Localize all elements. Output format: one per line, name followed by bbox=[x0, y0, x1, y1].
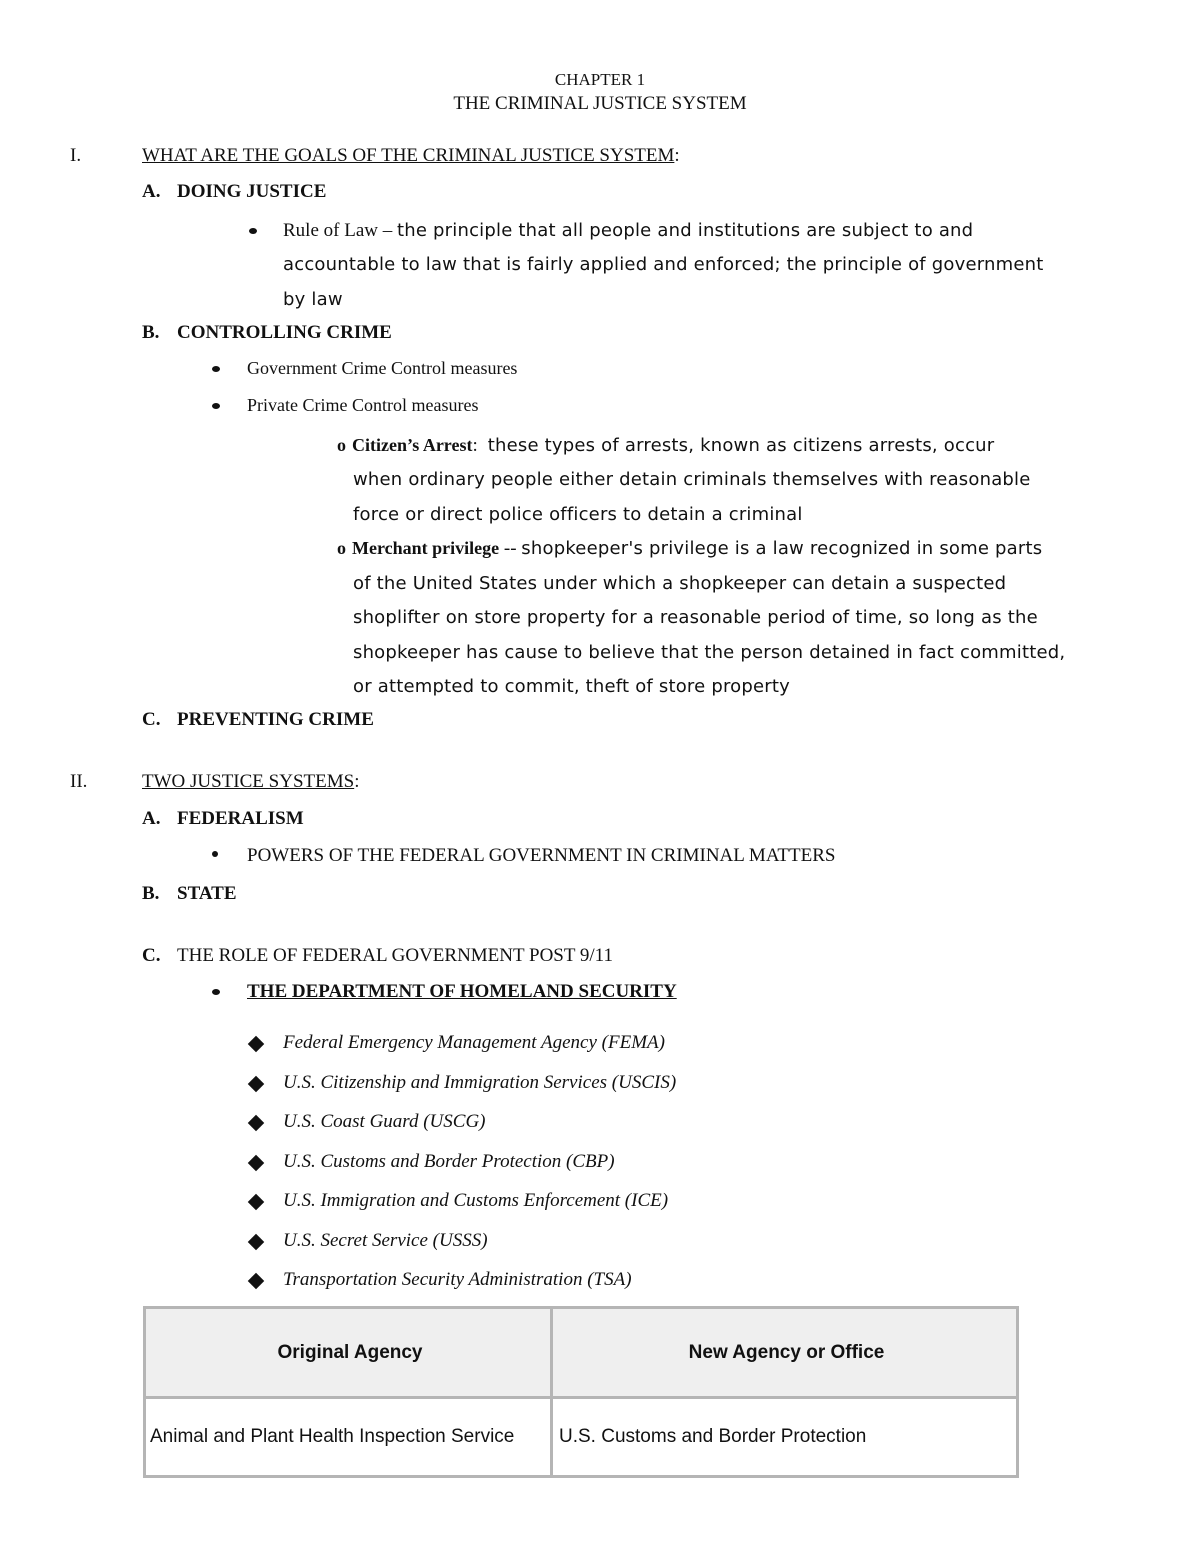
bullet-icon bbox=[249, 228, 257, 234]
section-heading-text: TWO JUSTICE SYSTEMS bbox=[142, 771, 355, 792]
item-letter: C. bbox=[142, 945, 161, 966]
section-heading-colon: : bbox=[354, 771, 360, 792]
agency-item: U.S. Coast Guard (USCG) bbox=[283, 1111, 486, 1132]
list-item: Private Crime Control measures bbox=[247, 395, 479, 415]
diamond-bullet-icon bbox=[249, 1274, 263, 1288]
rule-of-law-line3: by law bbox=[283, 289, 343, 310]
section-heading bbox=[142, 771, 359, 793]
diamond-bullet-icon bbox=[249, 1156, 263, 1170]
diamond-bullet-icon bbox=[249, 1235, 263, 1249]
rule-of-law-dash: – bbox=[377, 220, 397, 241]
item-letter: B. bbox=[142, 883, 160, 904]
agency-item: U.S. Secret Service (USSS) bbox=[283, 1229, 488, 1251]
merchant-privilege-line4: shopkeeper has cause to believe that the person detained in fact committed, bbox=[353, 642, 1066, 663]
merchant-privilege-line1 bbox=[337, 538, 1042, 560]
diamond-bullet-icon bbox=[249, 1077, 263, 1091]
section-numeral: I. bbox=[70, 145, 82, 166]
bullet-icon bbox=[212, 989, 220, 995]
item-title: PREVENTING CRIME bbox=[177, 709, 374, 730]
citizens-arrest-line2: when ordinary people either detain criminals themselves with reasonable bbox=[353, 469, 1031, 490]
item-title: DOING JUSTICE bbox=[177, 181, 327, 202]
item-letter: C. bbox=[142, 709, 161, 730]
merchant-privilege-line2: of the United States under which a shopkeeper can detain a suspected bbox=[353, 573, 1007, 594]
table-row bbox=[145, 1398, 1018, 1477]
rule-of-law-text: the principle that all people and institutions are subject to and bbox=[396, 220, 974, 241]
citizens-arrest-line3: force or direct police officers to detain a criminal bbox=[353, 504, 803, 525]
item-title: STATE bbox=[177, 883, 237, 904]
agency-item: Transportation Security Administration (TSA) bbox=[283, 1269, 632, 1290]
citizens-arrest-term: Citizen’s Arrest bbox=[352, 435, 473, 455]
bullet-icon bbox=[212, 403, 220, 409]
merchant-privilege-text: shopkeeper's privilege is a law recognized in some parts bbox=[521, 538, 1043, 559]
item-letter: B. bbox=[142, 322, 160, 343]
chapter-label: CHAPTER 1 bbox=[554, 70, 646, 89]
table-cell: U.S. Customs and Border Protection bbox=[552, 1398, 1018, 1477]
sub-bullet-marker: o bbox=[337, 435, 346, 455]
diamond-bullet-icon bbox=[249, 1037, 263, 1051]
table-header-cell: Original Agency bbox=[145, 1308, 552, 1398]
bullet-icon bbox=[212, 366, 220, 372]
merchant-privilege-line3: shoplifter on store property for a reasonable period of time, so long as the bbox=[353, 607, 1038, 628]
citizens-arrest-line1 bbox=[337, 435, 994, 457]
table-header-row bbox=[145, 1308, 1018, 1398]
item-letter: A. bbox=[142, 808, 161, 829]
agency-item: U.S. Immigration and Customs Enforcement (ICE) bbox=[283, 1190, 669, 1211]
rule-of-law-line2: accountable to law that is fairly applied and enforced; the principle of government bbox=[283, 254, 1044, 275]
item-title: FEDERALISM bbox=[177, 808, 304, 829]
sub-bullet-marker: o bbox=[337, 538, 346, 558]
citizens-arrest-sep: : bbox=[472, 435, 478, 456]
agency-item: Federal Emergency Management Agency (FEMA) bbox=[283, 1032, 665, 1053]
item-title: CONTROLLING CRIME bbox=[177, 322, 392, 343]
merchant-privilege-term: Merchant privilege bbox=[352, 538, 500, 558]
agency-item: U.S. Customs and Border Protection (CBP) bbox=[283, 1150, 615, 1172]
dhs-heading: THE DEPARTMENT OF HOMELAND SECURITY bbox=[247, 981, 677, 1002]
agency-item: U.S. Citizenship and Immigration Services (USCIS) bbox=[283, 1071, 677, 1093]
rule-of-law-term: Rule of Law bbox=[283, 220, 378, 241]
section-heading-colon: : bbox=[674, 145, 680, 166]
table-header-cell: New Agency or Office bbox=[552, 1308, 1018, 1398]
list-item: POWERS OF THE FEDERAL GOVERNMENT IN CRIMINAL MATTERS bbox=[247, 845, 836, 866]
citizens-arrest-text: these types of arrests, known as citizens arrests, occur bbox=[487, 435, 995, 456]
merchant-privilege-line5: or attempted to commit, theft of store property bbox=[353, 676, 790, 697]
table-cell: Animal and Plant Health Inspection Service bbox=[145, 1398, 552, 1477]
bullet-icon bbox=[212, 851, 218, 857]
agency-table bbox=[143, 1306, 1019, 1478]
merchant-privilege-sep: -- bbox=[499, 538, 522, 559]
item-letter: A. bbox=[142, 181, 161, 202]
rule-of-law-line1 bbox=[283, 220, 973, 242]
item-title: THE ROLE OF FEDERAL GOVERNMENT POST 9/11 bbox=[177, 945, 613, 966]
chapter-title: THE CRIMINAL JUSTICE SYSTEM bbox=[453, 93, 747, 114]
list-item: Government Crime Control measures bbox=[247, 358, 518, 378]
section-numeral: II. bbox=[70, 771, 88, 792]
diamond-bullet-icon bbox=[249, 1116, 263, 1130]
diamond-bullet-icon bbox=[249, 1195, 263, 1209]
section-heading-text: WHAT ARE THE GOALS OF THE CRIMINAL JUSTICE SYSTEM bbox=[142, 145, 675, 166]
section-heading bbox=[142, 145, 680, 167]
